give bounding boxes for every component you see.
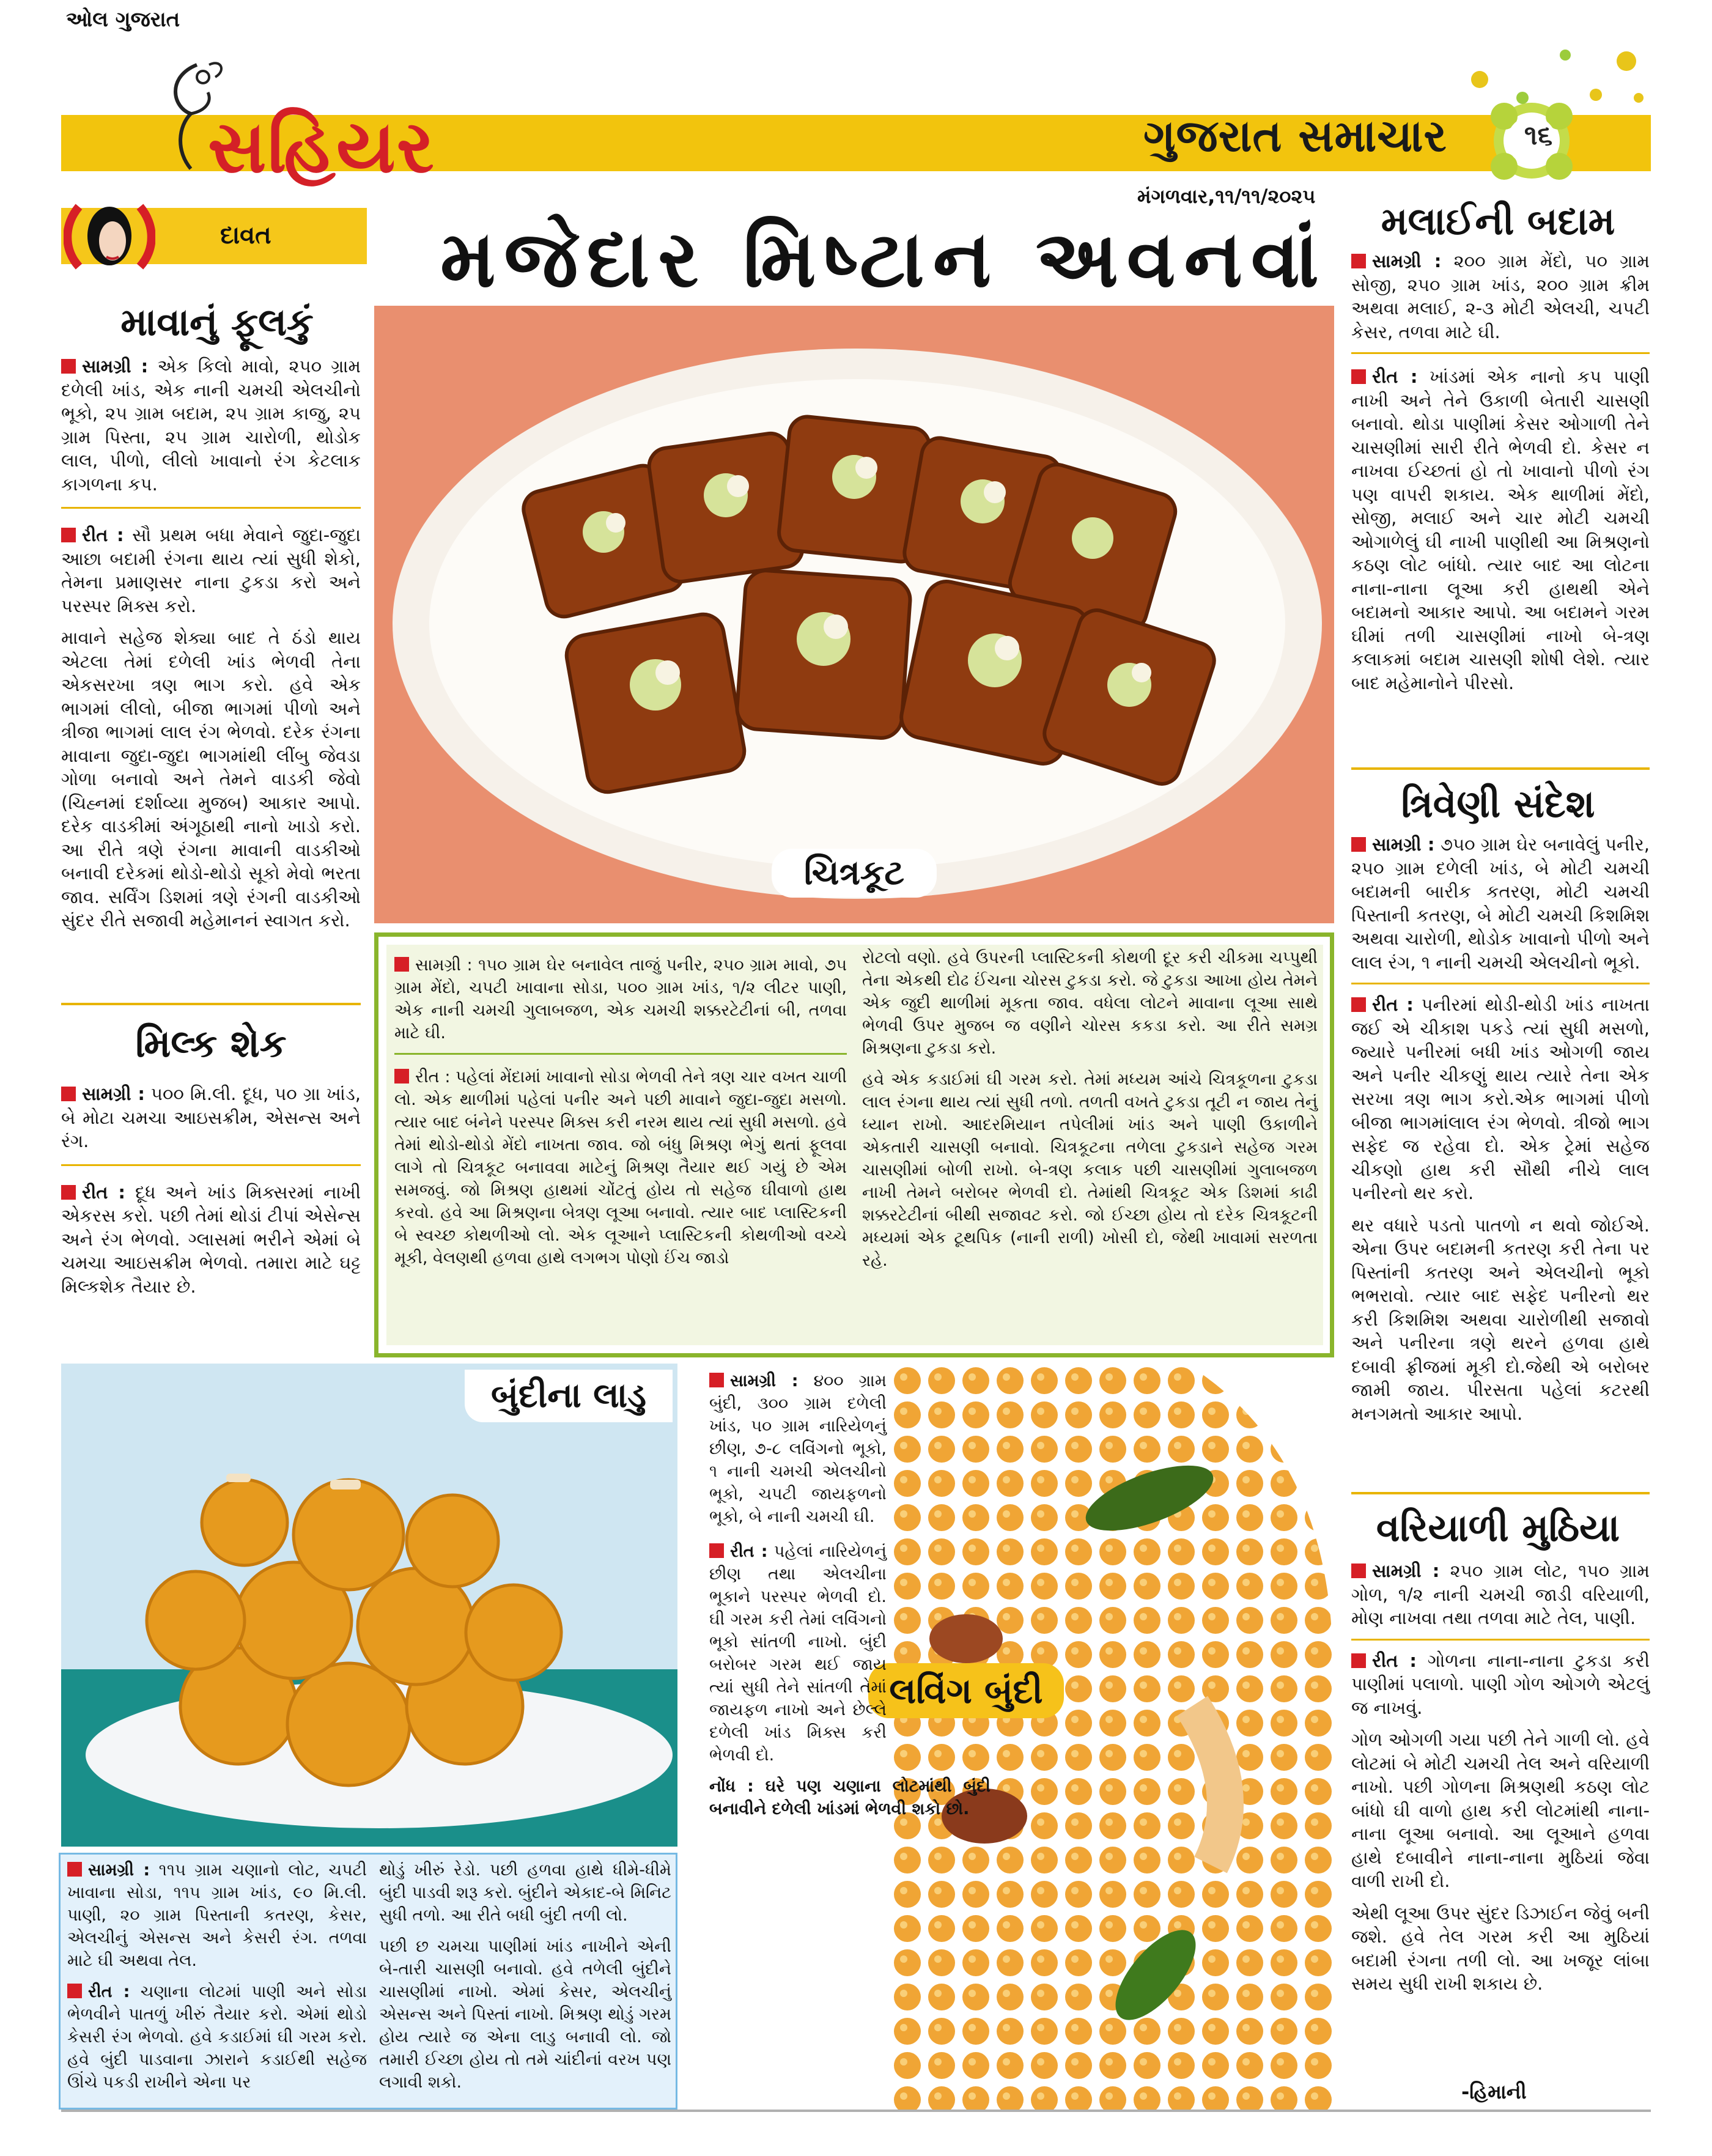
bullet-square-icon xyxy=(67,1984,82,1998)
bullet-square-icon xyxy=(1351,1563,1366,1578)
recipe-bundi-ladu-left: સામગ્રી : ૧૧૫ ગ્રામ ચણાનો લોટ, ચપટી ખાવાના સોડા, ૧૧૫ ગ્રામ ખાંડ, ૯૦ મિ.લી. પાણી, ૨૦ ગ્રામ પિસ્તાની કતરણ, કેસર, એલચીનું એસન્સ અને કેસરી રંગ. તળવા માટે ઘી અથવા તેલ. રીત : ચણાના લોટમાં પાણી અને સોડા ભેળવીને પાતળું ખીરું તૈયાર કરો. એમાં થોડો કેસરી રંગ ભેળવો. હવે કડાઈમાં ઘી ગરમ કરો. હવે બુંદી પાડવાના ઝારાને કડાઈથી સહેજ ઊંચે પકડી રાખીને એના પર xyxy=(67,1861,367,2092)
recipe-title-malai-badam: મલાઈની બદામ xyxy=(1381,199,1615,243)
bundi-ladu-photo xyxy=(61,1364,677,1847)
recipe-malai-badam: સામગ્રી : ૨૦૦ ગ્રામ મેંદો, ૫૦ ગ્રામ સોજી, ૨૫૦ ગ્રામ ખાંડ, ૨૦૦ ગ્રામ ક્રીમ અથવા મલાઈ, ૨-૩ મોટી એલચી, ચપટી કેસર, તળવા માટે ઘી. રીત : ખાંડમાં એક નાનો કપ પાણી નાખી અને તેને ઉકાળી બેતારી ચાસણી બનાવો. થોડા પાણીમાં કેસર ઓગાળી તેને ચાસણીમાં સારી રીતે ભેળવી દો. કેસર ન નાખવા ઈચ્છતાં હો તો ખાવાનો પીળો રંગ પણ વાપરી શકાય. એક થાળીમાં મેંદો, સોજી, મલાઈ અને ચાર મોટી ચમચી ઓગાળેલું ઘી નાખી પાણીથી આ મિશ્રણનો કઠણ લોટ બાંધો. ત્યાર બાદ આ લોટના નાના-નાના લૂઆ કરી હાથથી એને બદામનો આકાર આપો. આ બદામને ગરમ ઘીમાં તળી ચાસણીમાં નાખો બે-ત્રણ કલાકમાં બદામ ચાસણી શોષી લેશે. ત્યાર બાદ મહેમાનોને પીરસો. xyxy=(1351,251,1650,693)
decorative-flowers-icon xyxy=(1455,37,1651,116)
recipe-chitrakoot-left: સામગ્રી : ૧૫૦ ગ્રામ ઘેર બનાવેલ તાજું પનીર, ૨૫૦ ગ્રામ માવો, ૭૫ ગ્રામ મેંદો, ચપટી ખાવાના સોડા, ૫૦૦ ગ્રામ ખાંડ, ૧/૨ લીટર પાણી, એક નાની ચમચી ગુલાબજળ, એક ચમચી શક્કરટેટીનાં બી, તળવા માટે ઘી. રીત : પહેલાં મેંદામાં ખાવાનો સોડા ભેળવી તેને ત્રણ ચાર વખત ચાળી લો. એક થાળીમાં પહેલાં પનીર અને પછી માવાને જુદા-જુદા મસળો. ત્યાર બાદ બંનેને પરસ્પર મિક્સ કરી નરમ થાય ત્યાં સુધી મસળો. હવે તેમાં થોડો-થોડો મેંદો નાખતા જાવ. જો બંધુ મિશ્રણ ભેગું થતાં ફૂલવા લાગે તો ચિત્રકૂટ બનાવવા માટેનું મિશ્રણ તૈયાર થઈ ગયું છે એમ સમજવું. જો મિશ્રણ હાથમાં ચોંટતું હોય તો સહેજ ઘીવાળો હાથ કરવો. હવે આ મિશ્રણના બેત્રણ લૂઆ બનાવો. ત્યાર બાદ પ્લાસ્ટિકની બે સ્વચ્છ કોથળીઓ લો. એક લૂઆને પ્લાસ્ટિકની કોથળીઓ વચ્ચે મૂકી, વેલણથી હળવા હાથે લગભગ પોણો ઈંચ જાડો xyxy=(394,956,847,1268)
divider-line xyxy=(1351,352,1650,354)
issue-date: મંગળવાર,૧૧/૧૧/૨૦૨૫ xyxy=(1137,185,1316,208)
photo-label-laving-bundi: લવિંગ બુંદી xyxy=(868,1663,1064,1718)
bullet-square-icon xyxy=(709,1373,724,1387)
divider-line xyxy=(61,1164,361,1166)
page-headline: મજેદાર મિષ્ટાન અવનવાં xyxy=(440,214,1327,305)
recipe-variyali-muthiya: સામગ્રી : ૨૫૦ ગ્રામ લોટ, ૧૫૦ ગ્રામ ગોળ, ૧/૨ નાની ચમચી જાડી વરિયાળી, મોણ નાખવા તથા તળવા માટે તેલ, પાણી. રીત : ગોળના નાના-નાના ટુકડા કરી પાણીમાં પલાળો. પાણી ગોળ ઓગળે એટલું જ નાખવું. ગોળ ઓગળી ગયા પછી તેને ગાળી લો. હવે લોટમાં બે મોટી ચમચી તેલ અને વરિયાળી નાખો. પછી ગોળના મિશ્રણથી કઠણ લોટ બાંધો ઘી વાળો હાથ કરી લોટમાંથી નાના-નાના લૂઆ બનાવો. આ લૂઆને હળવા હાથે દબાવીને નાના-નાના મુઠિયાં જેવા વાળી રાખી દો. એથી લૂઆ ઉપર સુંદર ડિઝાઈન જેવું બની જશે. હવે તેલ ગરમ કરી આ મુઠિયાં બદામી રંગના તળી લો. આ ખજૂર લાંબા સમય સુધી રાખી શકાય છે. xyxy=(1351,1560,1650,1994)
bullet-square-icon xyxy=(394,957,409,972)
recipe-title-triveni-sandesh: ત્રિવેણી સંદેશ xyxy=(1401,781,1595,826)
photo-label-bundi-ladu: બુંદીના લાડુ xyxy=(465,1370,673,1422)
divider-line xyxy=(61,507,361,509)
bullet-square-icon xyxy=(67,1862,82,1877)
bullet-square-icon xyxy=(1351,369,1366,384)
bullet-square-icon xyxy=(61,1185,76,1200)
bullet-square-icon xyxy=(61,359,76,374)
edition-label: ઓલ ગુજરાત xyxy=(66,7,180,32)
divider-line xyxy=(1351,1492,1650,1494)
page-number: ૧૬ xyxy=(1524,120,1553,151)
bullet-square-icon xyxy=(709,1543,724,1558)
chitrakoot-photo xyxy=(374,306,1334,923)
recipe-title-variyali-muthiya: વરિયાળી મુઠિયા xyxy=(1376,1505,1620,1550)
divider-line xyxy=(1351,1639,1650,1641)
bullet-square-icon xyxy=(1351,1653,1366,1668)
bullet-square-icon xyxy=(61,528,76,542)
page-bottom-rule xyxy=(61,2110,1651,2112)
recipe-laving-bundi: સામગ્રી : ૪૦૦ ગ્રામ બુંદી, ૩૦૦ ગ્રામ દળેલી ખાંડ, ૫૦ ગ્રામ નારિયેળનું છીણ, ૭-૮ લવિંગનો ભૂકો, ૧ નાની ચમચી એલચીનો ભૂકો, ચપટી જાયફળનો ભૂકો, બે નાની ચમચી ઘી. રીત : પહેલાં નારિયેળનું છીણ તથા એલચીના ભૂકાને પરસ્પર ભેળવી દો. ઘી ગરમ કરી તેમાં લવિંગનો ભૂકો સાંતળી નાખો. બુંદી બરોબર ગરમ થઈ જાય ત્યાં સુધી તેને સાંતળી તેમાં જાયફળ નાખો અને છેલ્લે દળેલી ખાંડ મિક્સ કરી ભેળવી દો. નોંધ : ઘરે પણ ચણાના લોટમાંથી બુંદી બનાવીને દળેલી ખાંડમાં ભેળવી શકો છો. xyxy=(709,1371,991,1818)
recipe-mawa-fulku: સામગ્રી : એક કિલો માવો, ૨૫૦ ગ્રામ દળેલી ખાંડ, એક નાની ચમચી એલચીનો ભૂકો, ૨૫ ગ્રામ બદામ, ૨૫ ગ્રામ કાજુ, ૨૫ ગ્રામ પિસ્તા, ૨૫ ગ્રામ ચારોળી, થોડોક લાલ, પીળો, લીલો ખાવાનો રંગ કેટલાક કાગળના કપ. રીત : સૌ પ્રથમ બધા મેવાને જુદા-જુદા આછા બદામી રંગના થાય ત્યાં સુધી શેકો, તેમના પ્રમાણસર નાના ટુકડા કરો અને પરસ્પર મિક્સ કરો. માવાને સહેજ શેક્યા બાદ તે ઠંડો થાય એટલા તેમાં દળેલી ખાંડ ભેળવી તેના એકસરખા ત્રણ ભાગ કરો. હવે એક ભાગમાં લીલો, બીજા ભાગમાં પીળો અને ત્રીજા ભાગમાં લાલ રંગ ભેળવો. દરેક રંગના માવાના જુદા-જુદા ભાગમાંથી લીંબુ જેવડા ગોળા બનાવો અને તેમને વાડકી જેવો (ચિહ્નમાં દર્શાવ્યા મુજબ) આકાર આપો. દરેક વાડકીમાં અંગૂઠાથી નાનો ખાડો કરો. આ રીતે ત્રણે રંગના માવાની વાડકીઓ બનાવી દરેકમાં થોડો-થોડો સૂકો મેવો ભરતા જાવ. સર્વિંગ ડિશમાં ત્રણે રંગની વાડકીઓ સુંદર રીતે સજાવી મહેમાનનં સ્વાગત કરો. xyxy=(61,356,361,931)
bullet-square-icon xyxy=(61,1087,76,1101)
author-credit: -હિમાની xyxy=(1461,2080,1527,2103)
newspaper-masthead: ગુજરાત સમાચાર xyxy=(1143,110,1447,161)
bullet-square-icon xyxy=(1351,254,1366,268)
recipe-chitrakoot-right: રોટલો વણો. હવે ઉપરની પ્લાસ્ટિકની કોથળી દૂર કરી ચીકમા ચપ્પુથી તેના એકથી દોઢ ઈંચના ચોરસ ટુકડા કરો. જે ટુકડા આખા હોય તેમને એક જુદી થાળીમાં મૂકતા જાવ. વધેલા લોટને માવાના લૂઆ સાથે ભેળવી ઉપર મુજબ જ વણીને ચોરસ કકડા કરો. આ રીતે સમગ્ર મિશ્રણના ટુકડા કરો. હવે એક કડાઈમાં ઘી ગરમ કરો. તેમાં મધ્યમ આંચે ચિત્રકૂળના ટુકડા લાલ રંગના થાય ત્યાં સુધી તળો. તળતી વખતે ટુકડા તૂટી ન જાય તેનું ધ્યાન રાખો. આદરમિયાન તપેલીમાં ખાંડ અને પાણી ઉકાળીને એકતારી ચાસણી બનાવો. ચિત્રકૂટના તળેલા ટુકડાને સહેજ ગરમ ચાસણીમાં બોળી રાખો. બે-ત્રણ કલાક પછી ચાસણીમાં ગુલાબજળ નાખી તેમને બરોબર ભેળવી દો. તેમાંથી ચિત્રકૂટ એક ડિશમાં કાઢી શક્કરટેટીનાં બીથી સજાવટ કરો. જો ઈચ્છા હોય તો દરેક ચિત્રકૂટની મધ્યમાં એક ટૂથપિક (નાની રાળી) ખોસી દો, જેથી ખાવામાં સરળતા રહે. xyxy=(862,948,1318,1270)
bullet-square-icon xyxy=(1351,997,1366,1012)
photo-label-chitrakoot: ચિત્રકૂટ xyxy=(772,849,937,898)
recipe-bundi-ladu-right: થોડું ખીરું રેડો. પછી હળવા હાથે ધીમે-ધીમે બુંદી પાડવી શરૂ કરો. બુંદીને એકાદ-બે મિનિટ સુધી તળો. આ રીતે બધી બુંદી તળી લો. પછી છ ચમચા પાણીમાં ખાંડ નાખીને એની બે-તારી ચાસણી બનાવો. હવે તળેલી બુંદીને ચાસણીમાં નાખો. એમાં કેસર, એલચીનું એસન્સ અને પિસ્તાં નાખો. મિશ્રણ થોડું ગરમ હોય ત્યારે જ એના લાડુ બનાવી લો. જો તમારી ઈચ્છા હોય તો તમે ચાંદીનાં વરખ પણ લગાવી શકો. xyxy=(379,1861,671,2092)
section-label: દાવત xyxy=(220,221,271,249)
recipe-triveni-sandesh: સામગ્રી : ૭૫૦ ગ્રામ ઘેર બનાવેલું પનીર, ૨૫૦ ગ્રામ દળેલી ખાંડ, બે મોટી ચમચી બદામની બારીક કતરણ, મોટી ચમચી પિસ્તાની કતરણ, બે મોટી ચમચી કિશમિશ અથવા ચારોળી, થોડોક ખાવાનો પીળો અને લાલ રંગ, ૧ નાની ચમચી એલચીનો ભૂકો. રીત : પનીરમાં થોડી-થોડી ખાંડ નાખતા જઈ એ ચીકાશ પકડે ત્યાં સુધી મસળો, જ્યારે પનીરમાં બધી ખાંડ ઓગળી જાય અને પનીર ચીકણું થાય ત્યારે તેના એક સરખા ત્રણ ભાગ કરો.એક ભાગમાં પીળો બીજા ભાગમાંલાલ રંગ ભેળવો. ત્રીજો ભાગ સફેદ જ રહેવા દો. એક ટ્રેમાં સહેજ ચીકણો હાથ કરી સૌથી નીચે લાલ પનીરનો થર કરો. થર વધારે પડતો પાતળો ન થવો જોઈએ. એના ઉપર બદામની કતરણ કરી તેના પર પિસ્તાંની કતરણ અને એલચીનો ભૂકો ભભરાવો. ત્યાર બાદ સફેદ પનીરનો થર કરી કિશમિશ અથવા ચારોળીથી સજાવો અને પનીરના ત્રણે થરને હળવા હાથે દબાવી ફ્રીજમાં મૂકી દો.જેથી એ બરોબર જામી જાય. પીરસતા પહેલાં કટરથી મનગમતો આકાર આપો. xyxy=(1351,834,1650,1424)
bullet-square-icon xyxy=(1351,837,1366,852)
supplement-logo: સહિયર xyxy=(208,104,435,189)
woman-face-icon xyxy=(64,201,155,271)
recipe-milk-shake: સામગ્રી : ૫૦૦ મિ.લી. દૂધ, ૫૦ ગ્રા ખાંડ, બે મોટા ચમચા આઇસક્રીમ, એસન્સ અને રંગ. રીત : દૂધ અને ખાંડ મિક્સરમાં નાખી એકરસ કરો. પછી તેમાં થોડાં ટીપાં એસેન્સ અને રંગ ભેળવો. ગ્લાસમાં ભરીને એમાં બે ચમચા આઇસક્રીમ ભેળવો. તમારા માટે ઘટ્ટ મિલ્કશેક તૈયાર છે. xyxy=(61,1084,361,1297)
divider-line xyxy=(1351,767,1650,770)
bullet-square-icon xyxy=(394,1069,409,1084)
divider-line xyxy=(1351,983,1650,984)
recipe-title-milk-shake: મિલ્ક શેક xyxy=(135,1021,287,1066)
divider-line xyxy=(394,1053,847,1055)
recipe-title-mawa-fulku: માવાનું ફૂલકું xyxy=(120,300,314,344)
divider-line xyxy=(61,1003,361,1005)
